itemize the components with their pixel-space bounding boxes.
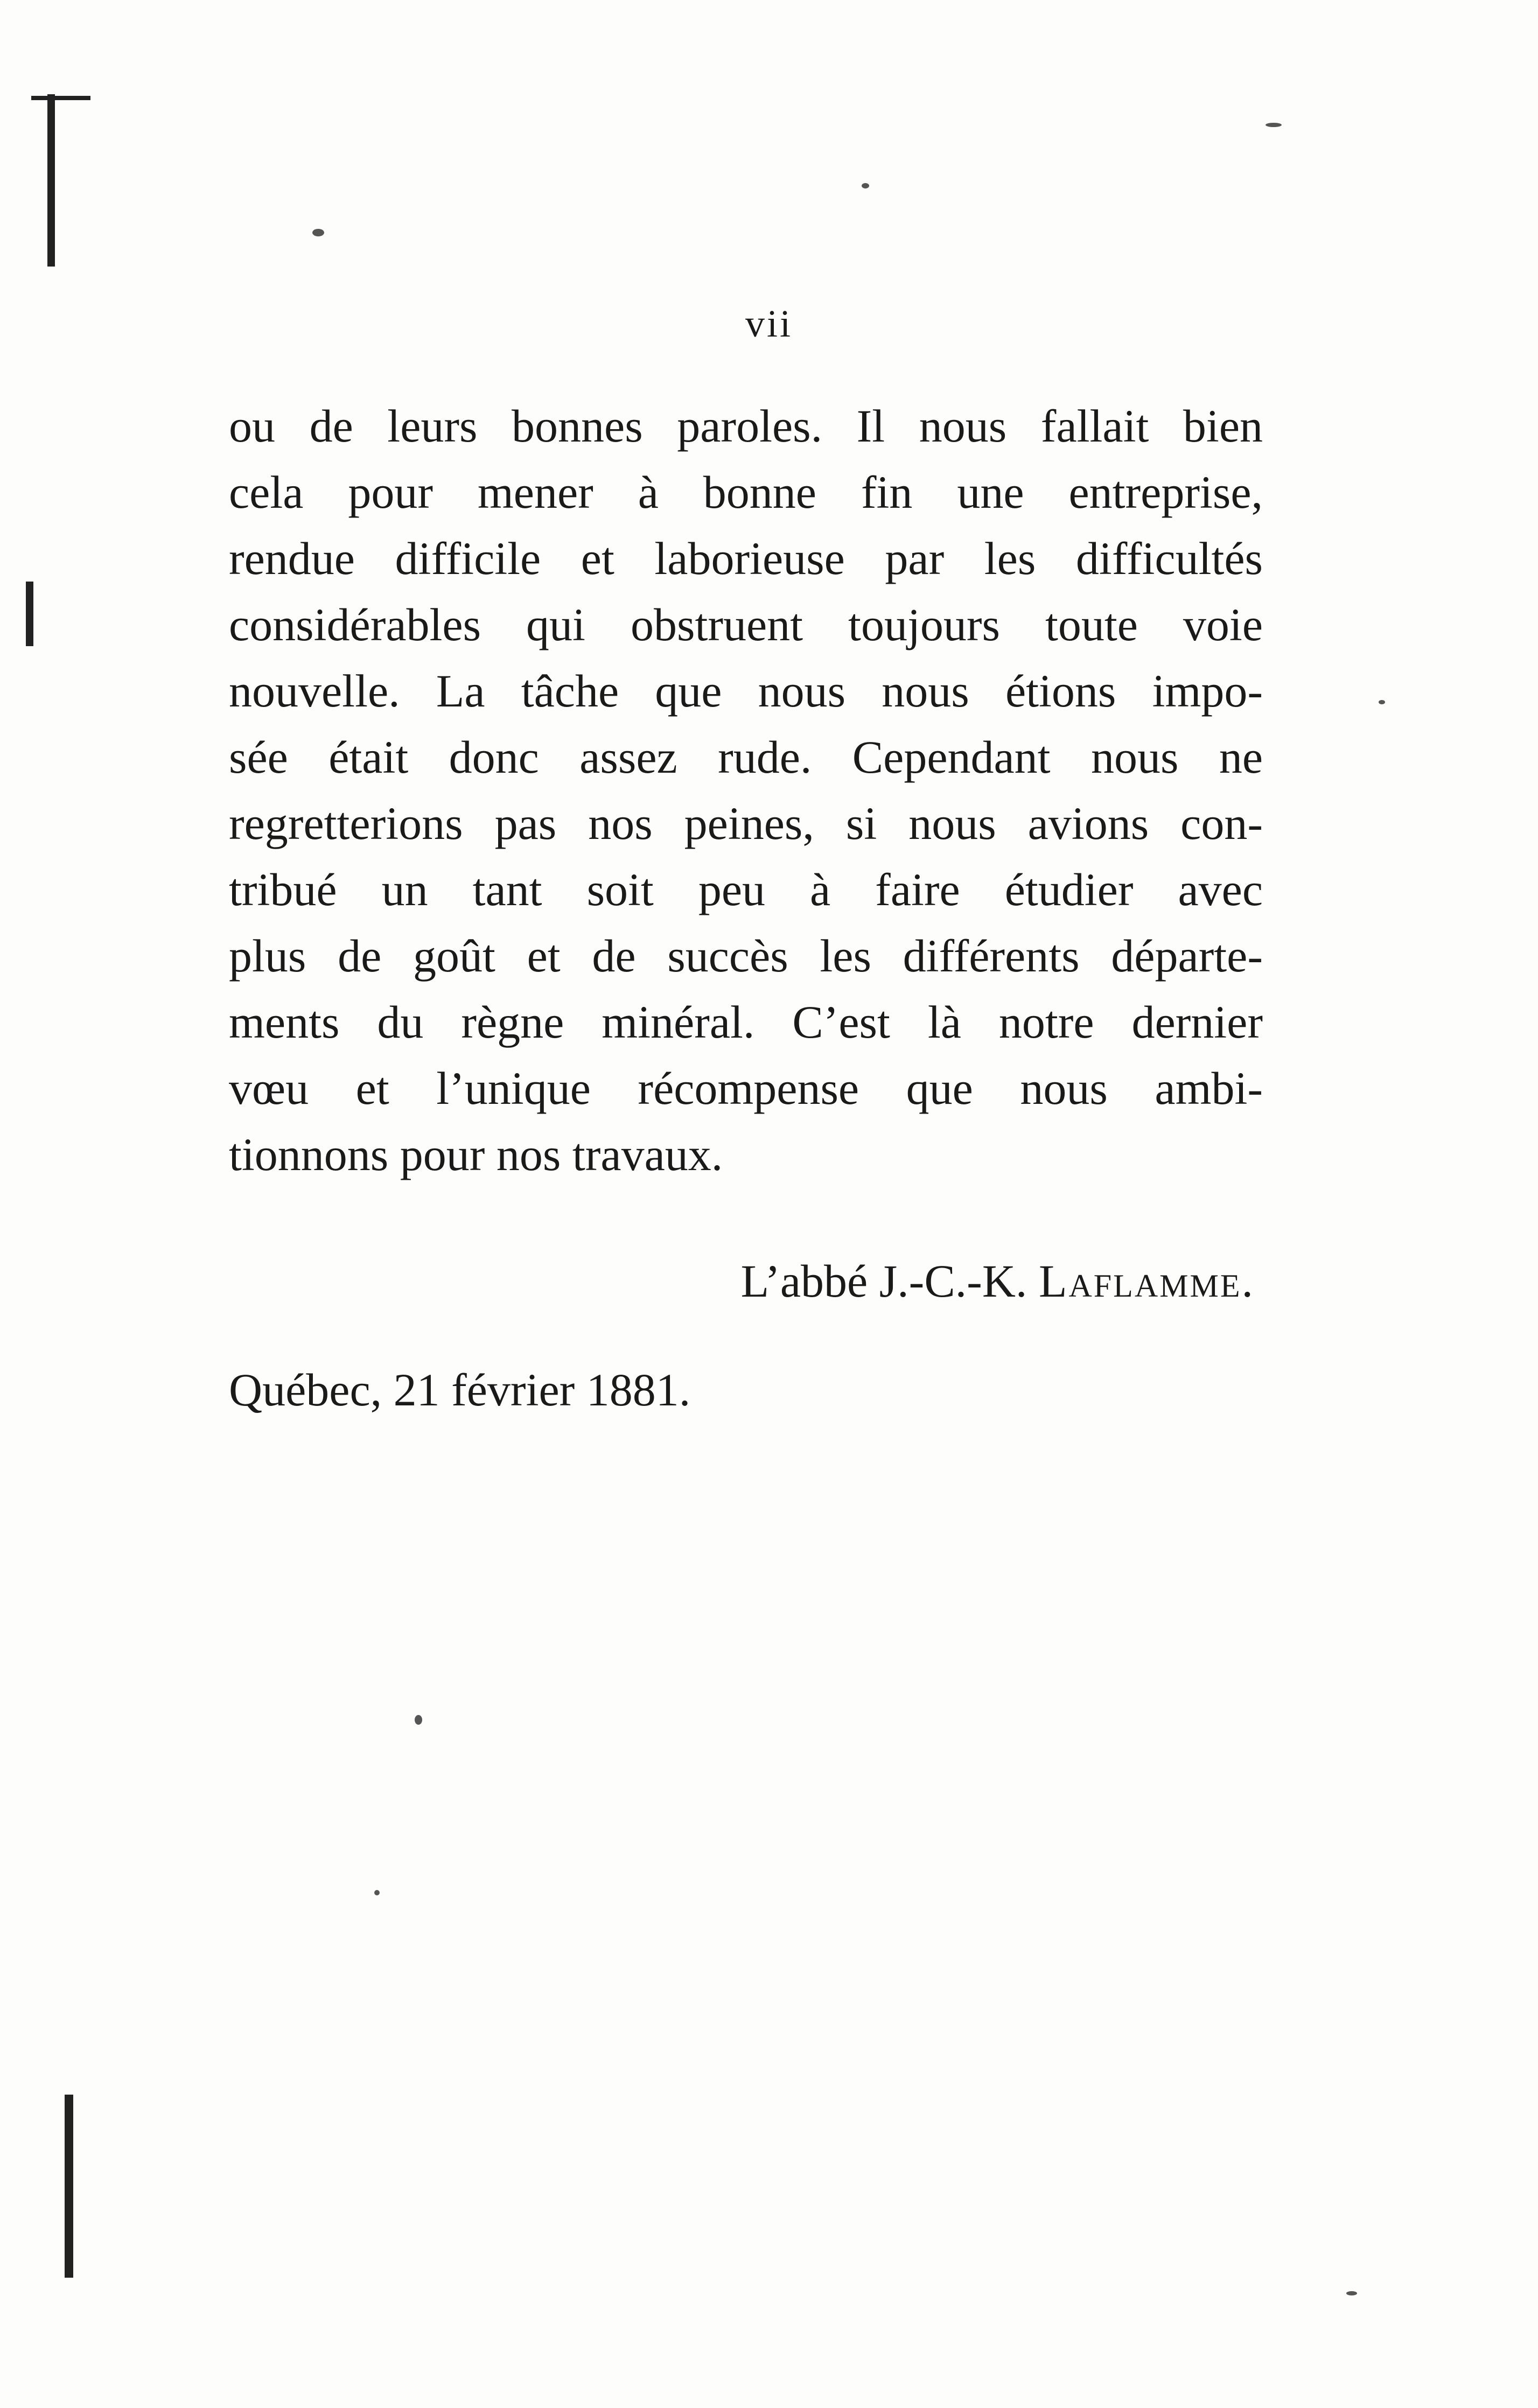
signature-prefix: L’abbé J.-C.-K.	[740, 1255, 1027, 1307]
text-line: ments du règne minéral. C’est là notre dernier	[229, 996, 1263, 1048]
scan-edge-mark-top-left	[47, 94, 55, 267]
text-line: nouvelle. La tâche que nous nous étions impo-	[229, 665, 1263, 717]
text-line: regretterions pas nos peines, si nous avions con-	[229, 797, 1263, 849]
scan-edge-mark-top-left-cap	[31, 96, 90, 100]
page-number: vii	[745, 302, 793, 345]
text-line: ou de leurs bonnes paroles. Il nous fallait bien	[229, 400, 1263, 452]
scan-speck	[1266, 123, 1282, 127]
signature	[609, 1248, 1255, 1314]
text-line: tribué un tant soit peu à faire étudier avec	[229, 864, 1263, 915]
text-line: considérables qui obstruent toujours toute voie	[229, 599, 1263, 650]
scan-speck	[415, 1715, 422, 1725]
signature-name: Laflamme.	[1038, 1255, 1255, 1307]
scan-speck	[374, 1890, 380, 1895]
scan-edge-mark-mid-left	[26, 582, 33, 646]
text-line: rendue difficile et laborieuse par les difficultés	[229, 533, 1263, 584]
text-line: vœu et l’unique récompense que nous ambi-	[229, 1062, 1263, 1114]
text-line: sée était donc assez rude. Cependant nous ne	[229, 731, 1263, 783]
scan-speck	[1379, 700, 1385, 704]
scan-edge-mark-bottom-left	[65, 2095, 73, 2278]
scan-speck	[1346, 2291, 1357, 2295]
dateline: Québec, 21 février 1881.	[229, 1364, 691, 1416]
text-line: cela pour mener à bonne fin une entreprise,	[229, 466, 1263, 518]
body-text	[229, 393, 1263, 1188]
text-line: plus de goût et de succès les différents départe-	[229, 930, 1263, 982]
scan-speck	[862, 183, 869, 188]
text-line: tionnons pour nos travaux.	[229, 1129, 723, 1180]
scan-speck	[312, 229, 324, 236]
